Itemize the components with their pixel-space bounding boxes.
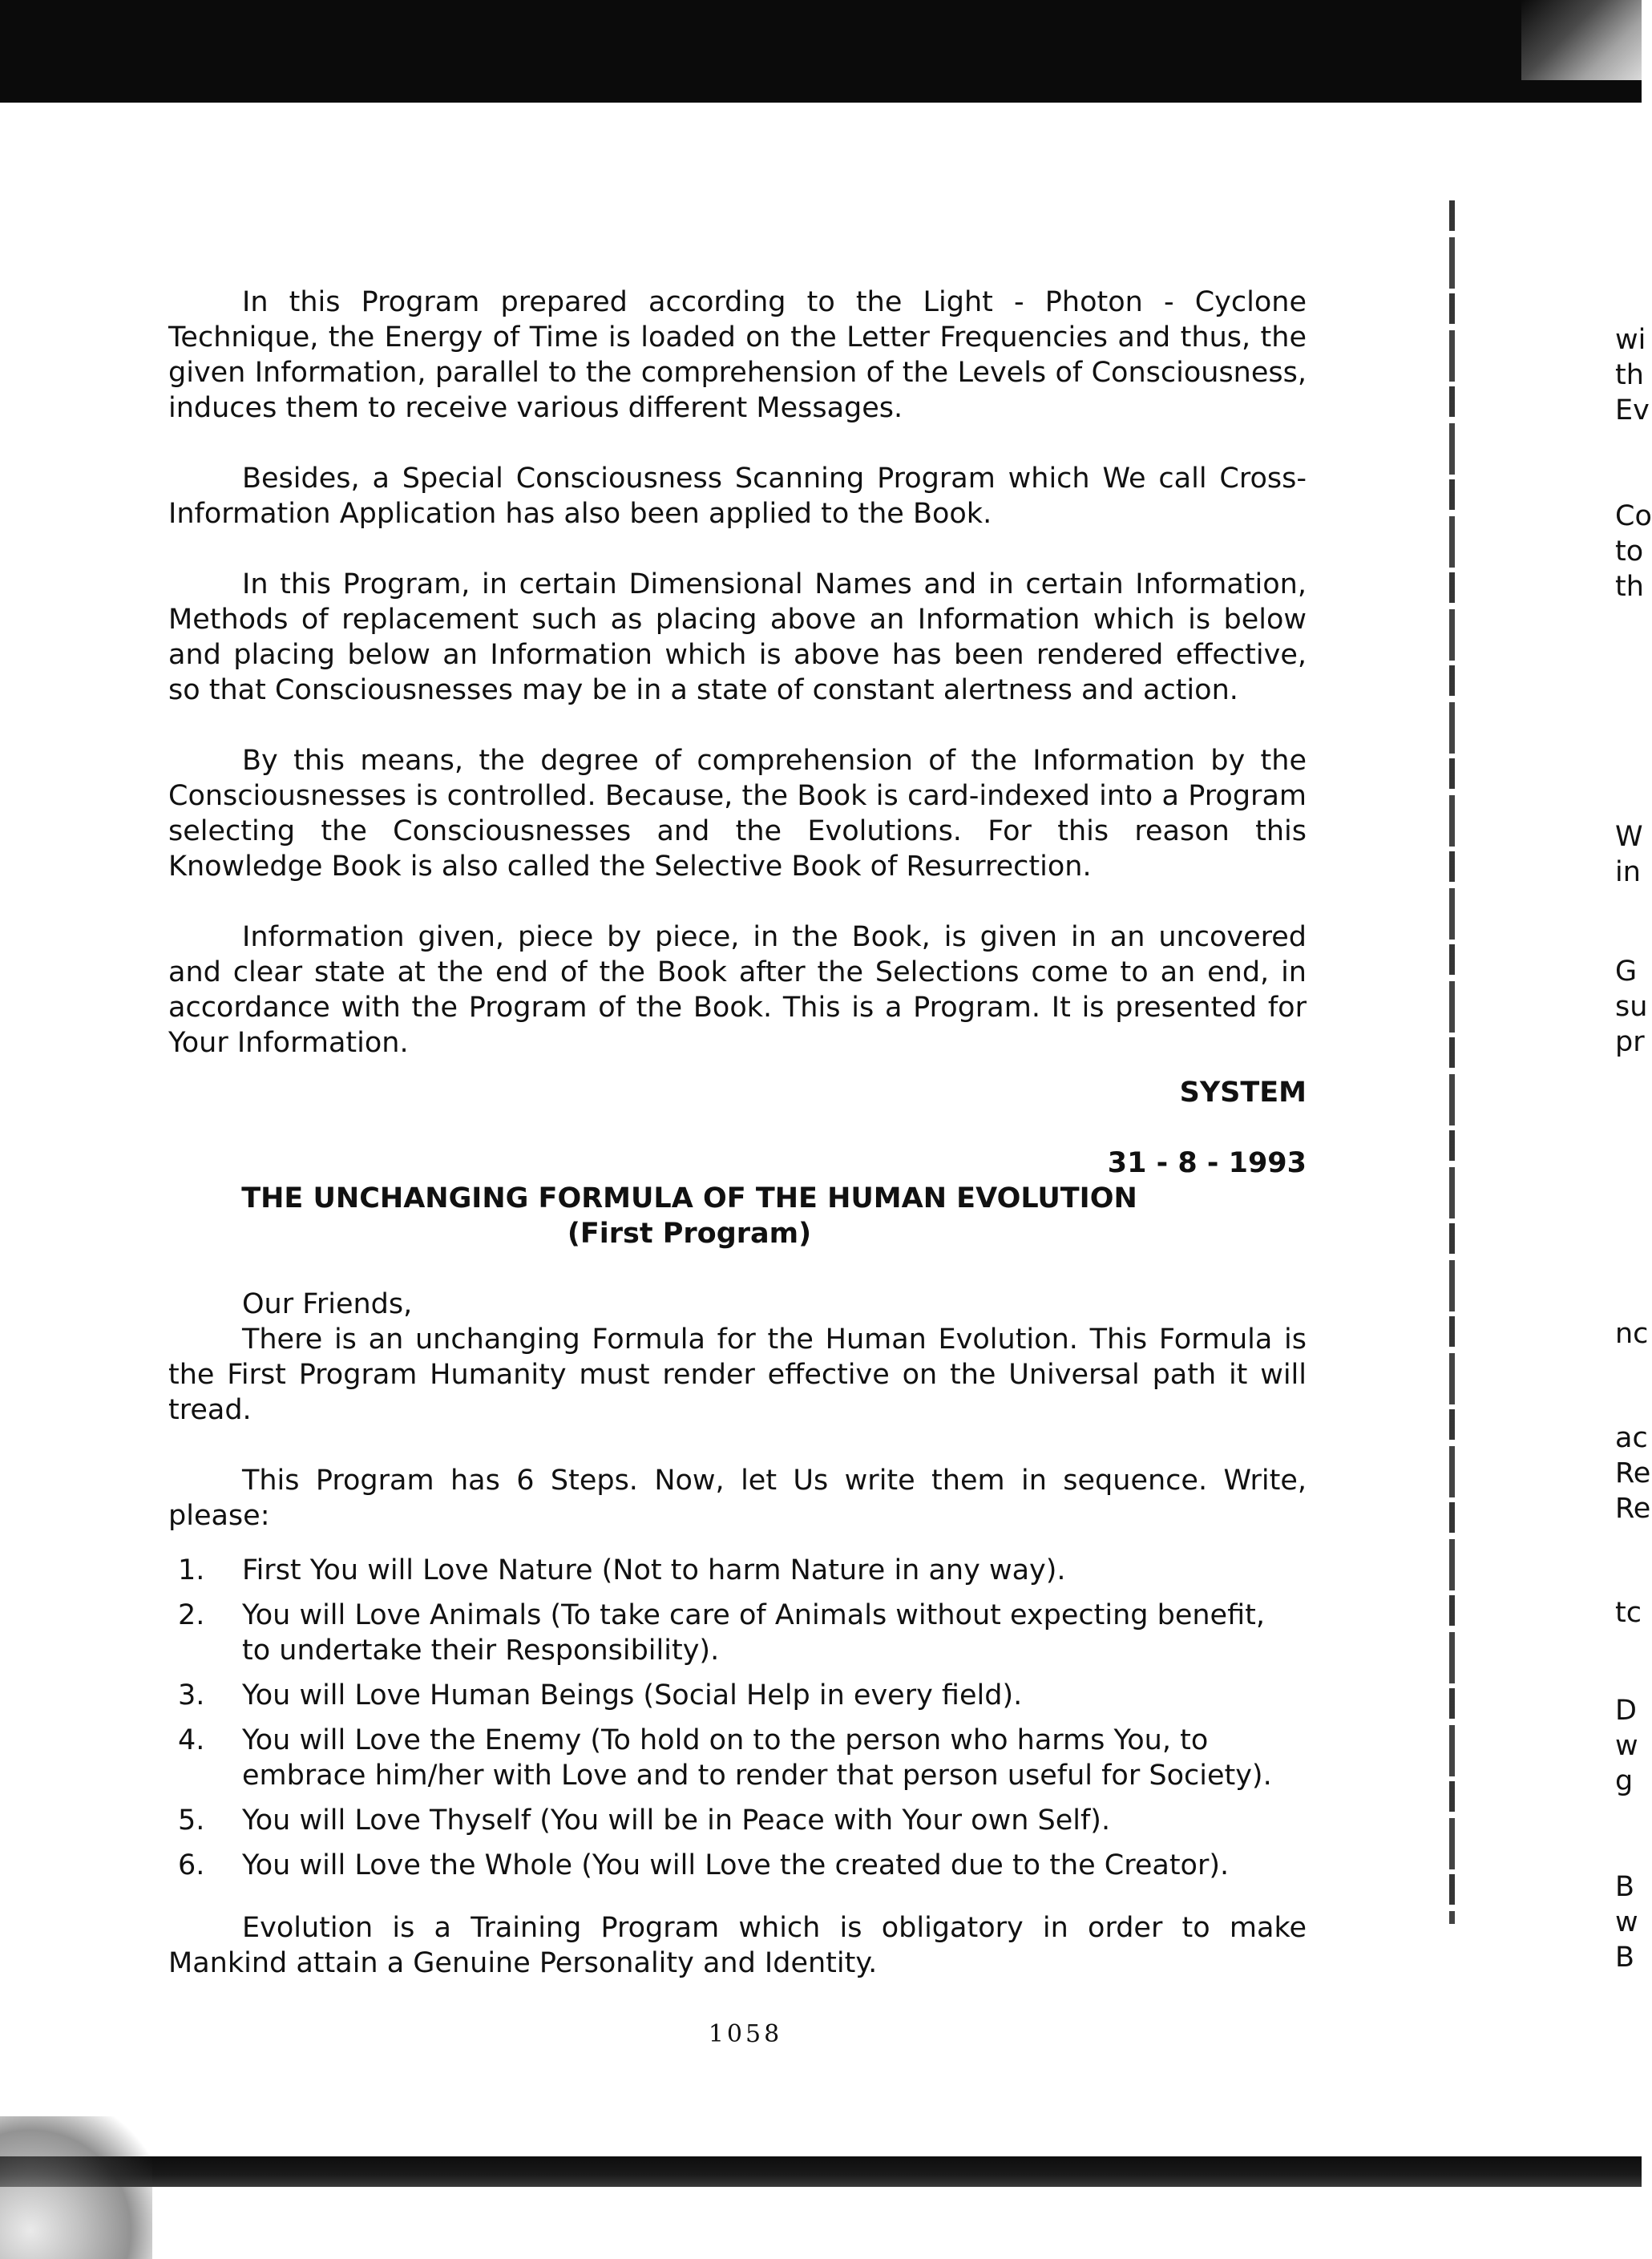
facing-page-fragment: Re (1615, 1457, 1651, 1489)
step-number: 5. (178, 1804, 205, 1837)
facing-page-fragment: pr (1615, 1026, 1645, 1058)
list-item (168, 1848, 1307, 1883)
facing-page-fragment: D (1615, 1695, 1637, 1727)
list-item (168, 1598, 1307, 1668)
step-number: 3. (178, 1679, 205, 1711)
step-text: You will Love Animals (To take care of Animals without expecting benefit, to undertake their Responsibility). (242, 1599, 1265, 1667)
facing-page-fragment: su (1615, 991, 1648, 1023)
facing-page-fragment: wi (1615, 324, 1646, 356)
intro-paragraph-2: Besides, a Special Consciousness Scanning Program which We call Cross-Information Application has also been applied to the Book. (168, 463, 1307, 530)
step-number: 2. (178, 1599, 205, 1631)
facing-page-fragment: w (1615, 1730, 1638, 1762)
steps-intro: This Program has 6 Steps. Now, let Us write them in sequence. Write, please: (168, 1465, 1307, 1532)
facing-page-fragment: w (1615, 1906, 1638, 1938)
facing-page-fragment: Ev (1615, 394, 1650, 426)
step-text: You will Love the Enemy (To hold on to the person who harms You, to embrace him/her with Love and to render that person useful for Society). (242, 1724, 1272, 1792)
closing-paragraph: Evolution is a Training Program which is obligatory in order to make Mankind attain a Genuine Personality and Identity. (168, 1912, 1307, 1979)
page-body (168, 285, 1307, 2016)
scan-bottom-border (0, 2156, 1642, 2187)
list-item (168, 1553, 1307, 1588)
step-number: 4. (178, 1724, 205, 1756)
facing-page-fragment: nc (1615, 1318, 1649, 1350)
list-item (168, 1678, 1307, 1713)
facing-page-fragment: to (1615, 535, 1644, 568)
intro-paragraph-5: Information given, piece by piece, in the Book, is given in an uncovered and clear state at the end of the Book after the Selections come to an end, in accordance with the Program of the Book. This is a Program. It is presented for Your Information. (168, 921, 1307, 1059)
facing-page-fragment: ac (1615, 1422, 1648, 1454)
facing-page-fragment: tc (1615, 1597, 1642, 1629)
step-text: You will Love the Whole (You will Love the created due to the Creator). (242, 1849, 1230, 1881)
facing-page-fragment: g (1615, 1765, 1634, 1797)
message-date: 31 - 8 - 1993 (1107, 1147, 1307, 1179)
facing-page-fragment: Co (1615, 500, 1652, 532)
formula-paragraph: There is an unchanging Formula for the Human Evolution. This Formula is the First Program Humanity must render effective on the Universal path it will tread. (168, 1323, 1307, 1426)
intro-paragraph-3: In this Program, in certain Dimensional Names and in certain Information, Methods of replacement such as placing above an Information which is below and placing below an Information which is above has been rendered effective, so that Consciousnesses may be in a state of constant alertness and action. (168, 568, 1307, 706)
list-item (168, 1803, 1307, 1838)
section-subheading: (First Program) (567, 1218, 812, 1250)
page-number: 1058 (708, 2020, 783, 2048)
steps-list (168, 1553, 1307, 1883)
facing-page-fragment: Re (1615, 1493, 1651, 1525)
step-number: 6. (178, 1849, 205, 1881)
facing-page-fragment: B (1615, 1942, 1635, 1974)
facing-page-fragment: B (1615, 1871, 1635, 1903)
scan-bottom-corner-shadow (0, 2116, 152, 2259)
facing-page-fragment: th (1615, 571, 1644, 603)
facing-page-fragment: G (1615, 956, 1638, 988)
step-number: 1. (178, 1554, 205, 1586)
step-text: You will Love Thyself (You will be in Peace with Your own Self). (242, 1804, 1111, 1837)
book-binding-shadow (1449, 200, 1455, 1924)
facing-page-fragment: th (1615, 359, 1644, 391)
facing-page-fragment: W (1615, 821, 1643, 853)
facing-page-fragment: in (1615, 856, 1641, 888)
intro-paragraph-4: By this means, the degree of comprehension of the Information by the Consciousnesses is controlled. Because, the Book is card-indexed into a Program selecting the Consciousnesses and the Evolutions. For this reason this Knowledge Book is also called the Selective Book of Resurrection. (168, 745, 1307, 883)
greeting: Our Friends, (242, 1288, 413, 1320)
scan-top-border (0, 0, 1642, 103)
step-text: First You will Love Nature (Not to harm Nature in any way). (242, 1554, 1066, 1586)
signature: SYSTEM (1179, 1077, 1307, 1109)
list-item (168, 1723, 1307, 1793)
intro-paragraph-1: In this Program prepared according to the Light - Photon - Cyclone Technique, the Energy of Time is loaded on the Letter Frequencies and thus, the given Information, parallel to the comprehension of the Levels of Consciousness, induces them to receive various different Messages. (168, 286, 1307, 424)
step-text: You will Love Human Beings (Social Help in every field). (242, 1679, 1023, 1711)
facing-page-edge (1611, 0, 1652, 2259)
section-heading: THE UNCHANGING FORMULA OF THE HUMAN EVOLUTION (241, 1182, 1137, 1214)
